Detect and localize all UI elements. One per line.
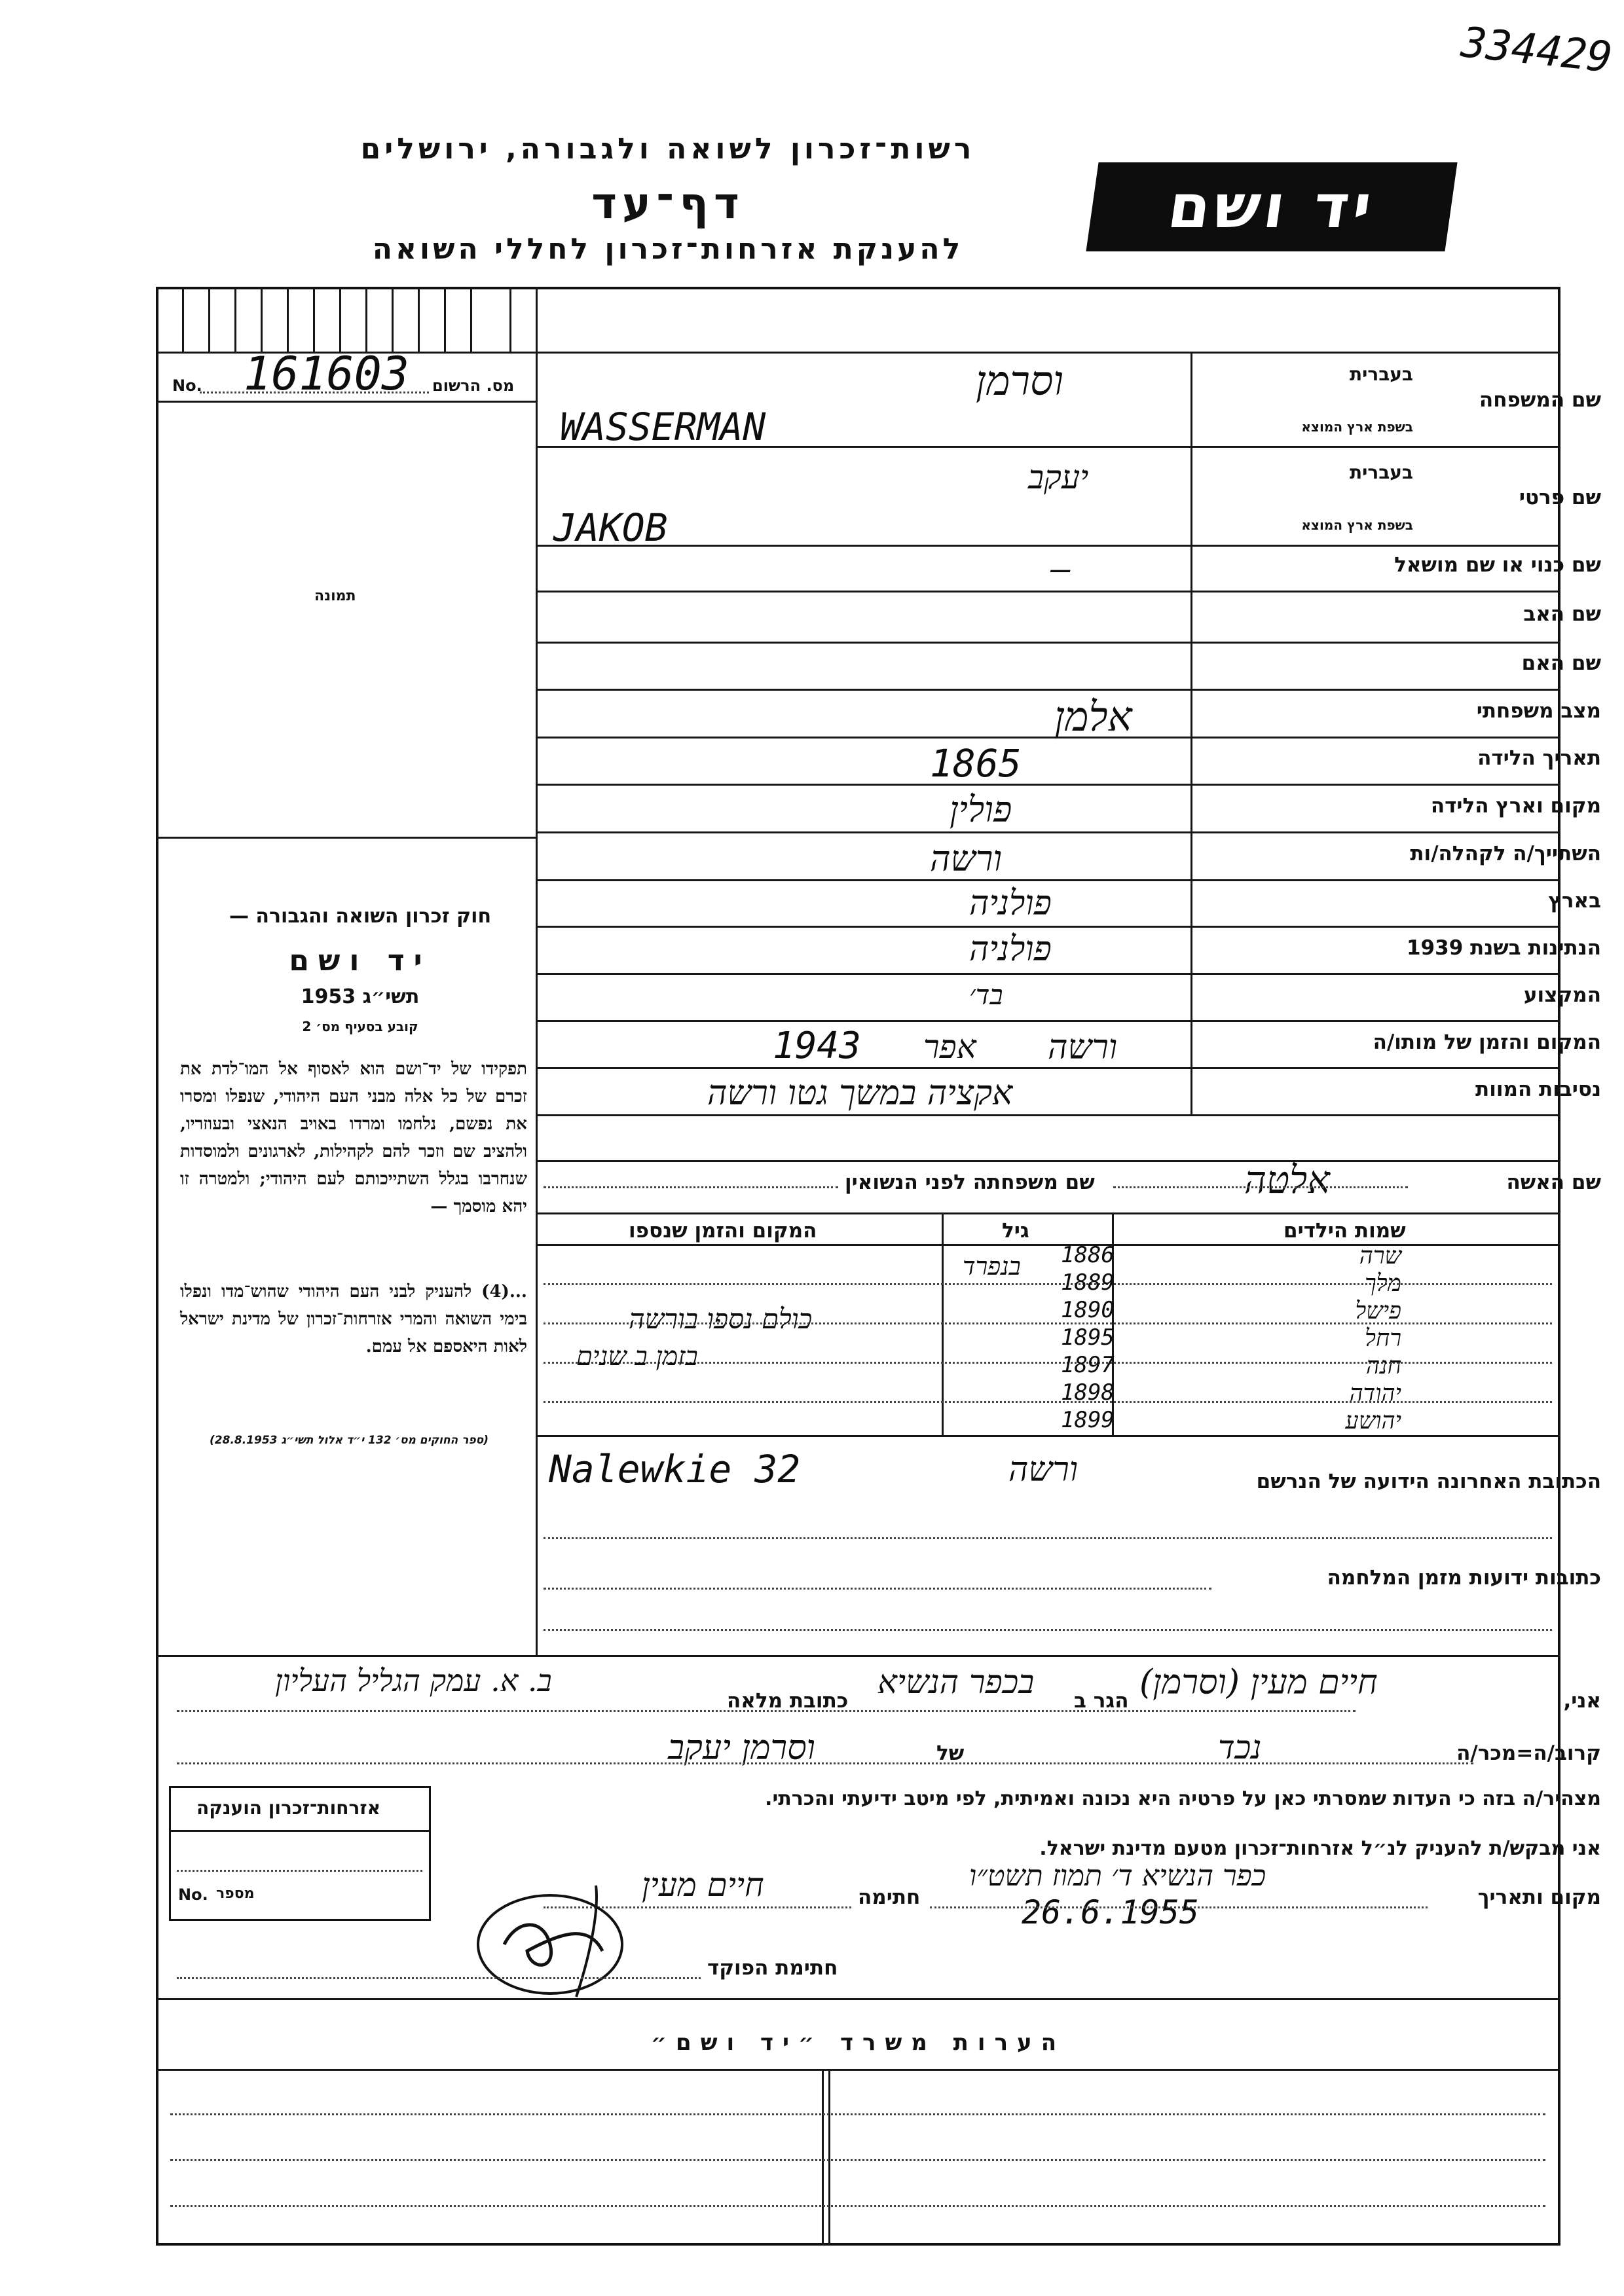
children-names-list bbox=[1270, 1243, 1401, 1435]
community-label: השתייך/ה לקהלה/ות bbox=[1410, 842, 1601, 866]
children-note-separately: בנפרד bbox=[963, 1252, 1021, 1281]
child-name: פישל bbox=[1355, 1298, 1401, 1324]
logo-text: יד ושם bbox=[1164, 172, 1380, 242]
child-birth-year: 1897 bbox=[1061, 1352, 1115, 1378]
decl-of: של bbox=[936, 1741, 965, 1765]
circumstances-label: נסיבות המוות bbox=[1475, 1078, 1601, 1101]
citizenship-box-no: No. bbox=[178, 1886, 208, 1904]
officer-signature-label: חתימת הפוקד bbox=[707, 1956, 838, 1980]
death-place-value: ורשה bbox=[1048, 1028, 1118, 1067]
given-name-heb-sub: בעברית bbox=[1349, 462, 1413, 483]
citizenship-box-heb-no: מספר bbox=[216, 1886, 255, 1902]
given-name-orig-value: JAKOB bbox=[553, 505, 668, 550]
marital-value: אלמן bbox=[1054, 693, 1132, 740]
law-para1: תפקידו של יד־ושם הוא לאסוף אל המו־לדת את זכרם של כל אלה מבני העם היהודי, שנפלו ומסרו את נפשם, נלחמו ומרדו באויב הנאצי ובעוזריו, ולהציב שם וזכר להם לקהילות, לארגונים ולמוסדות שנחרבו בגלל השתייכותם לעם היהודי; ולמטרה זו יהא מוסמך — bbox=[180, 1059, 527, 1216]
child-name: רחל bbox=[1365, 1325, 1401, 1352]
citizenship-value: פולניה bbox=[969, 930, 1052, 969]
children-note-2: בזמן ב שנים bbox=[576, 1341, 698, 1372]
decl-residence-value: בכפר הנשיא bbox=[877, 1663, 1035, 1701]
header-title: דף־עד bbox=[591, 178, 745, 228]
mother-label: שם האם bbox=[1521, 651, 1601, 675]
children-col-names: שמות הילדים bbox=[1283, 1219, 1406, 1243]
child-birth-year: 1889 bbox=[1061, 1269, 1115, 1296]
officer-signature-scribble bbox=[465, 1872, 661, 2003]
family-name-label: שם המשפחה bbox=[1479, 388, 1601, 412]
birthplace-value: פולין bbox=[950, 789, 1012, 830]
wife-value: אלטה bbox=[1244, 1157, 1330, 1202]
war-address-label: כתובות ידועות מזמן המלחמה bbox=[1327, 1566, 1601, 1590]
profession-label: המקצוע bbox=[1523, 983, 1601, 1007]
photo-label: תמונה bbox=[314, 588, 356, 604]
nickname-label: שם כנוי או שם מושאל bbox=[1394, 553, 1601, 577]
law-clause: קובע בסעיף מס׳ 2 bbox=[302, 1019, 418, 1034]
law-heading: חוק זכרון השואה והגבורה — bbox=[229, 905, 492, 928]
decl-full-address-label: כתובת מלאה bbox=[727, 1689, 849, 1713]
given-name-heb-value: יעקב bbox=[1028, 458, 1089, 496]
marital-label: מצב משפחתי bbox=[1476, 699, 1601, 723]
child-name: יהודה bbox=[1349, 1380, 1401, 1407]
death-label: המקום והזמן של מותו/ה bbox=[1373, 1030, 1601, 1054]
law-year: תשי״ג 1953 bbox=[301, 985, 420, 1008]
child-birth-year: 1890 bbox=[1061, 1297, 1115, 1323]
birthplace-label: מקום וארץ הלידה bbox=[1430, 794, 1601, 818]
decl-name-value: חיים מעין (וסרמן) bbox=[1139, 1663, 1378, 1702]
decl-relation-value: נכד bbox=[1218, 1728, 1262, 1766]
date-value: 26.6.1955 bbox=[1022, 1893, 1199, 1931]
place-date-value: כפר הנשיא ד׳ תמוז תשט״ו bbox=[969, 1859, 1266, 1893]
child-name: מלך bbox=[1365, 1270, 1401, 1297]
child-birth-year: 1895 bbox=[1061, 1324, 1115, 1351]
profession-value: בד׳ bbox=[969, 979, 1003, 1011]
signature-value: חיים מעין bbox=[642, 1866, 764, 1904]
last-address-city: ורשה bbox=[1008, 1450, 1079, 1489]
office-remarks-title: הערות משרד ״יד ושם״ bbox=[650, 2030, 1066, 2056]
wife-label: שם האשה bbox=[1506, 1171, 1601, 1194]
reg-no-label: No. bbox=[172, 376, 202, 395]
child-birth-year: 1898 bbox=[1061, 1379, 1115, 1406]
citizenship-box-title: אזרחות־זכרון הוענקה bbox=[196, 1797, 380, 1819]
reg-heb-label: מס. הרשום bbox=[432, 376, 515, 395]
children-note-1: כולם נספו בורשה bbox=[629, 1303, 813, 1335]
header-subtitle: להענקת אזרחות־זכרון לחללי השואה bbox=[372, 232, 964, 266]
child-name: חנה bbox=[1365, 1353, 1401, 1379]
law-source: (ספר החוקים מס׳ 132 י״ד אלול תשי״ג 28.8.1953) bbox=[210, 1434, 489, 1447]
given-name-orig-sub: בשפת ארץ המוצא bbox=[1301, 517, 1413, 533]
decl-statement2: אני מבקש/ת להעניק לנ״ל אזרחות־זכרון מטעם מדינת ישראל. bbox=[1039, 1837, 1601, 1860]
child-birth-year: 1899 bbox=[1061, 1407, 1115, 1433]
reg-no-value: 161603 bbox=[244, 347, 409, 401]
child-birth-year: 1886 bbox=[1061, 1242, 1115, 1268]
citizenship-label: הנתינות בשנת 1939 bbox=[1406, 936, 1601, 960]
children-col-age: גיל bbox=[1002, 1219, 1029, 1243]
birthdate-label: תאריך הלידה bbox=[1477, 746, 1601, 770]
children-col-place: המקום והזמן שנספו bbox=[629, 1219, 817, 1243]
father-label: שם האב bbox=[1523, 602, 1601, 626]
community-value: ורשה bbox=[930, 838, 1003, 879]
place-date-label: מקום ותאריך bbox=[1477, 1886, 1601, 1909]
nickname-value: — bbox=[1051, 550, 1071, 588]
country-label: בארץ bbox=[1548, 889, 1601, 913]
decl-statement1: מצהיר/ה בזה כי העדות שמסרתי כאן על פרטיה היא נכונה ואמיתית, לפי מיטב ידיעתי והכרתי. bbox=[765, 1787, 1601, 1810]
family-name-orig-value: WASSERMAN bbox=[560, 405, 766, 449]
decl-ani: אני, bbox=[1563, 1689, 1601, 1713]
last-address-label: הכתובת האחרונה הידועה של הנרשם bbox=[1256, 1470, 1601, 1493]
family-name-orig-sub: בשפת ארץ המוצא bbox=[1301, 419, 1413, 435]
signature-label: חתימה bbox=[858, 1886, 921, 1909]
decl-relation-label: קרוב/ה=מכר/ה bbox=[1456, 1741, 1601, 1765]
death-year-value: 1943 bbox=[773, 1025, 861, 1067]
child-name: יהושע bbox=[1345, 1408, 1401, 1434]
death-month-value: אפר bbox=[923, 1028, 976, 1066]
child-name: שרה bbox=[1359, 1243, 1401, 1269]
last-address-value: Nalewkie 32 bbox=[549, 1447, 801, 1491]
decl-of-value: וסרמן יעקב bbox=[668, 1728, 815, 1768]
given-name-label: שם פרטי bbox=[1519, 486, 1601, 509]
children-years-list bbox=[1061, 1241, 1126, 1434]
law-para2: ...(4) להעניק לבני העם היהודי שהוש־מדו ונפלו בימי השואה והמרי אזרחות־זכרון של מדינת ישראל לאות היאספם אל עמם. bbox=[180, 1282, 527, 1357]
circumstances-value: אקציה במשך גטו ורשה bbox=[707, 1074, 1013, 1113]
decl-residing: הגר ב bbox=[1074, 1689, 1129, 1713]
decl-address-value: ב. א. עמק הגליל העליון bbox=[275, 1663, 552, 1698]
family-name-heb-value: וסרמן bbox=[976, 357, 1064, 405]
header-line1: רשות־זכרון לשואה ולגבורה, ירושלים bbox=[360, 132, 976, 166]
country-value: פולניה bbox=[969, 884, 1052, 923]
yad-vashem-logo bbox=[1086, 162, 1457, 251]
birthdate-value: 1865 bbox=[930, 741, 1022, 786]
law-name: יד ושם bbox=[289, 944, 432, 977]
wife-maiden-label: שם משפחתה לפני הנשואין bbox=[845, 1171, 1095, 1194]
family-name-heb-sub: בעברית bbox=[1349, 363, 1413, 385]
archive-stamp-number: 334429 bbox=[1458, 18, 1615, 82]
